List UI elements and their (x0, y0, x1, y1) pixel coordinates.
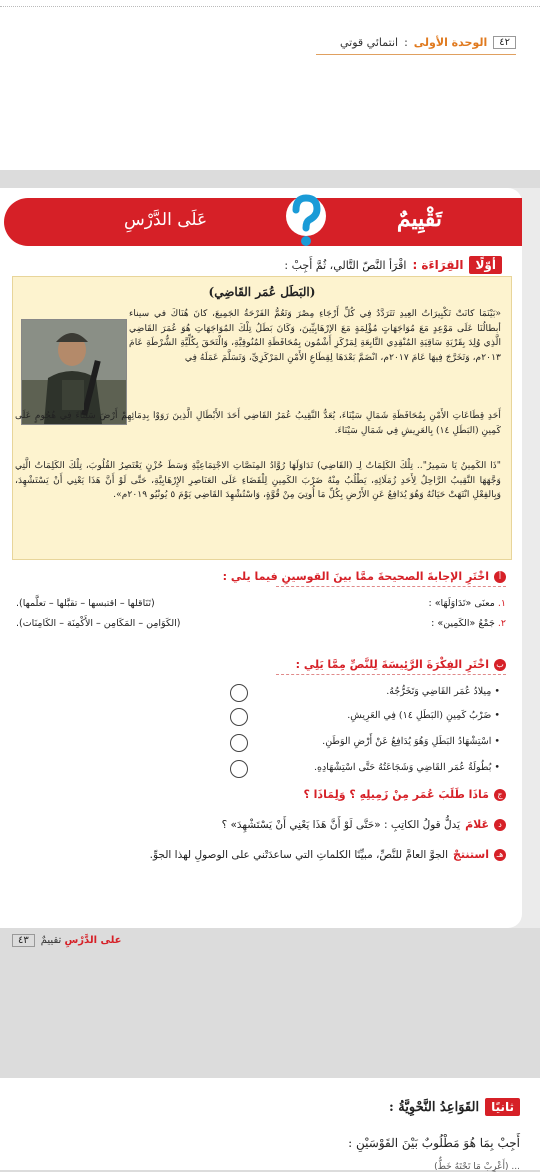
section-title: القِرَاءَة : (412, 258, 464, 272)
section-instruction: اقْرَأ النَّصّ التَّالي، ثُمَّ أَجِبْ : (284, 258, 407, 272)
question-b-divider (276, 674, 506, 675)
item-options: (تَنَاقلها – اقتبسها – تقبَّلها – تعلَّمها). (16, 598, 155, 609)
footer-brand (41, 935, 122, 946)
option-2-text: ضَرْبُ كَمِينِ (البَطَلِ ١٤) فِي العَرِيشِ. (347, 710, 492, 721)
question-b-head: اخْتَرِ الفِكْرَةَ الرَّئِيسَةَ لِلنَّصِّ مِمَّا يَلِي : (295, 658, 489, 671)
divider (0, 6, 540, 7)
page-top (0, 0, 540, 170)
item-label: معنَى «تَدَاوَلَهَا» : (428, 598, 495, 609)
item-options: (الكَوَامِن – المَكَامِن – الأَكْمِنَة – الكَامِنَات). (16, 618, 181, 629)
question-a-head: اخْتَرِ الإجابةَ الصحيحةَ ممَّا بينَ القوسينِ فيما يلي : (222, 570, 489, 583)
option-1-radio[interactable] (230, 684, 248, 702)
question-d-text: يَدلُّ قولُ الكاتِبِ : «حَتَّى لَوْ أَنَّ هَذَا يَعْنِي أَنْ يَسْتَشْهِدَ» ؟ (221, 818, 461, 831)
question-a-divider (276, 586, 506, 587)
question-e-num: هـ (494, 849, 506, 861)
section2-hint: ... (أَعْرِبْ مَا تَحْتَهُ خَطٌّ) (434, 1162, 520, 1172)
reading-passage (12, 276, 512, 560)
question-a (223, 570, 506, 583)
option-1-text: مِيلادُ عُمَر القَاضِي وَتَخَرُّجُهُ. (386, 686, 492, 697)
item-label: جَمْعُ «الكَمِين» : (431, 618, 495, 629)
section-badge: أوّلًا (469, 256, 502, 274)
option-4-text: بُطُولَةُ عُمَر القَاضِي وَشَجَاعَتُهُ حَتَّى اسْتِشْهَادِهِ. (314, 762, 492, 773)
assessment-card (0, 188, 522, 928)
question-a-num: أ (494, 571, 506, 583)
footer-brand-b: على الدَّرْسِ (64, 935, 122, 946)
page-number: ٤٢ (493, 36, 516, 49)
banner-title: تَقْيِيمٌ (396, 206, 442, 232)
option-4: • بُطُولَةُ عُمَر القَاضِي وَشَجَاعَتُهُ حَتَّى اسْتِشْهَادِهِ. (314, 762, 500, 773)
page-grammar (0, 1078, 540, 1170)
footer-page-number: ٤٣ (12, 934, 35, 947)
question-e-text: الجوَّ العامَّ للنَّصِّ، مبيِّنًا الكلماتِ التي ساعدَتْني على الوصولِ لهذا الجوِّ. (149, 848, 448, 861)
passage-paragraph-1: «بَيْنَمَا كانَتْ تَكْبِيرَاتُ العِيدِ تَتَرَدَّدُ فِي كُلِّ أَرْجَاءِ مِصْرَ وَتَعُمُّ الفَرْحَةُ الجَمِيعَ، كانَ هُنَاكَ في سيناء أبطالُنَا عَلَى مَوْعِدٍ مَعَ مُوَاجَهَاتٍ مُؤْلِمَةٍ مَعَ الإرْهَابِيِّينَ، وَكَانَ بَطَلُ تِلْكَ المُوَاجَهَاتِ هُوَ عُمَرَ القَاضِي الَّذِي وُلِدَ بِقَرْيَةِ سَاقِيَةِ المُنْقِدِي التَّابِعَةِ لِمَرْكَزِ أَشْمُون بِمُحَافَظَةِ المُنُوفِيَّةِ، وَالْتَحَقَ بِكُلِّيَّةِ الشُّرْطَةِ عَامَ ٢٠١٣م، وَتَخَرَّجَ فِيهَا عَامَ ٢٠١٧م، انْضَمَّ بَعْدَهَا لِقِطَاعِ الأَمْنِ المَرْكَزِيِّ، وَتَسَلَّمَ عَمَلَهُ فِي (129, 308, 501, 363)
section-reading-header (284, 256, 502, 274)
question-c-head: مَاذَا طَلَبَ عُمَر مِنْ زَمِيلِهِ ؟ وَلِمَاذَا ؟ (303, 788, 489, 801)
item-number: ١. (497, 598, 506, 609)
question-b (296, 658, 506, 671)
assessment-banner (4, 198, 522, 246)
option-2-radio[interactable] (230, 708, 248, 726)
section2-instruction: أَجِبْ بِمَا هُوَ مَطْلُوبٌ بَيْنَ القَوْسَيْنِ : (348, 1136, 520, 1150)
page-header (340, 36, 516, 49)
option-4-radio[interactable] (230, 760, 248, 778)
option-1: • مِيلادُ عُمَر القَاضِي وَتَخَرُّجُهُ. (386, 686, 500, 697)
question-c (303, 788, 506, 801)
question-e-head: استنتجْ (453, 848, 489, 861)
footer-brand-a: تقييمٌ (40, 935, 62, 946)
question-b-num: ب (494, 659, 506, 671)
option-3-text: اسْتِشْهَادُ البَطَلِ وَهُوَ يُدَافِعُ عَنْ أَرْضِ الوَطَنِ. (322, 736, 492, 747)
header-underline (316, 54, 516, 55)
page-assessment (0, 188, 540, 946)
page-footer (12, 934, 122, 947)
option-3-radio[interactable] (230, 734, 248, 752)
passage-paragraph-2: "ذَا الكَمِينُ يَا سَمِيرُ".. تِلْكَ الكَلِمَاتُ لِـ (القَاضِي) تَدَاوَلَهَا رُوَّادُ المِنَصَّاتِ الاجْتِمَاعِيَّةِ وَسَطَ حُزْنٍ يَعْتَصِرُ القُلُوبَ، تِلْكَ الكَلِمَاتُ الَّتِي وَجَّهَهَا النَّقِيبُ الرَّاحِلُ لِأَحَدِ زُمَلَائِهِ، يَطْلُبُ مِنْهُ ضَرْبَ الكَمِينِ لِلْقَضَاءِ عَلَى العَنَاصِرِ الإِرْهَابِيَّةِ، حَتَّى لَوْ أَنَّ هَذَا يَعْنِي أَنْ يَسْتَشْهِدَ، وَبِالفِعْلِ انْتَهَتْ حَيَاتُهُ وَهُوَ يُدَافِعُ عَنِ الأَرْضِ بِكُلِّ مَا أُوتِيَ مِنْ قُوَّةٍ، وَاسْتُشْهِدَ القَاضِي يَوْمَ ٥ يُونْيُو ٢٠١٩م». (15, 460, 501, 501)
unit-label: الوحدة الأولى (413, 36, 488, 49)
banner-subtitle: عَلَى الدَّرْسِ (124, 210, 208, 230)
option-2: • ضَرْبُ كَمِينِ (البَطَلِ ١٤) فِي العَرِيشِ. (347, 710, 500, 721)
unit-separator: : (404, 36, 408, 49)
question-a-item-1 (16, 598, 506, 609)
section2-title: القَوَاعِدُ النَّحْوِيَّةُ : (388, 1099, 480, 1115)
unit-title: انتمائي قوتي (340, 36, 399, 49)
question-mark-icon (284, 192, 328, 250)
passage-title: (البَطَل عُمَر القَاضِي) (208, 285, 316, 299)
option-3: • اسْتِشْهَادُ البَطَلِ وَهُوَ يُدَافِعُ عَنْ أَرْضِ الوَطَنِ. (322, 736, 500, 747)
question-d-num: د (494, 819, 506, 831)
question-a-item-2 (16, 618, 506, 629)
passage-paragraph-1b: أَحَدِ قِطَاعَاتِ الأَمْنِ بِمُحَافَظَةِ شَمَالِ سَيْنَاءَ، يُعَدُّ النَّقِيبُ عُمَرُ القَاضِي أَحَدَ الأَبْطَالِ الَّذِينَ رَوَوْا بِدِمَائِهِمْ أَرْضَ سَيْنَاءَ فِي هُجُومٍ عَلَى كَمِينِ (البَطَلِ ١٤) بِالعَرِيشِ فِي شَمَالِ سَيْنَاءَ. (15, 410, 501, 436)
item-number: ٢. (497, 618, 506, 629)
question-c-num: ج (494, 789, 506, 801)
question-e (150, 848, 506, 861)
section-grammar-header (389, 1098, 520, 1116)
question-d (222, 818, 506, 831)
question-d-head: عَلامَ (465, 818, 489, 831)
section2-badge: ثانيًا (485, 1098, 520, 1116)
